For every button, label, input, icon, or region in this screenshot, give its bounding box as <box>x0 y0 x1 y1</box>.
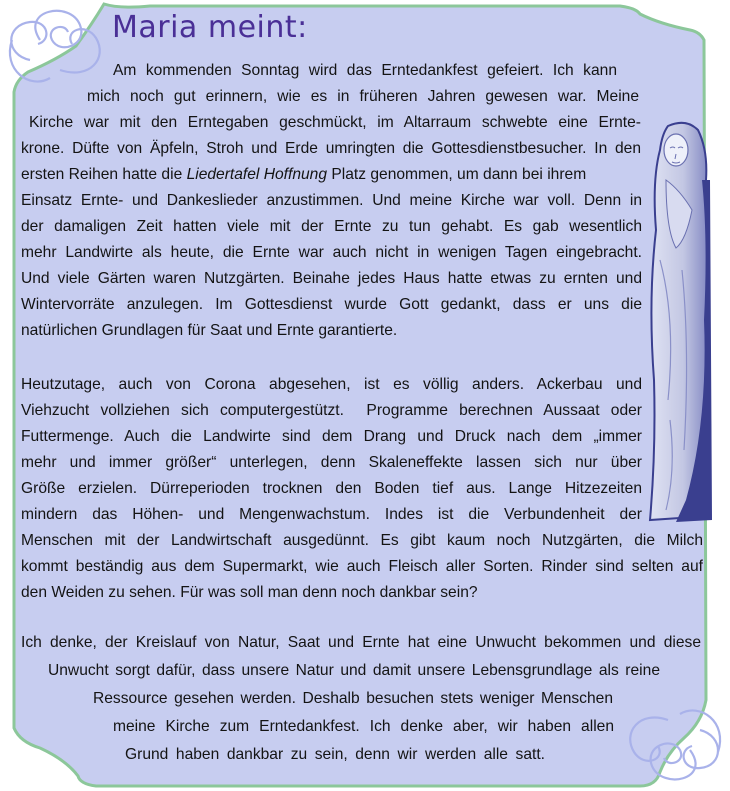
p2-line-2: Viehzucht vollziehen sich computergestützt. Programme berechnen Aussaat oder <box>21 402 642 419</box>
p2-line-8: kommt beständig aus dem Supermarkt, wie auch Fleisch aller Sorten. Rinder sind selten auf <box>21 558 703 575</box>
p1-line-10: Wintervorräte anzulegen. Im Gottesdienst wurde Gott gedankt, dass er uns die <box>21 296 642 313</box>
madonna-statue-image <box>646 120 712 526</box>
p1-line-5-start: ersten Reihen hatte die <box>21 166 187 183</box>
choir-name: Liedertafel Hoffnung <box>186 166 328 183</box>
p2-line-7: Menschen mit der Landwirtschaft ausgedünnt. Es gibt kaum noch Nutzgärten, die Milch <box>21 532 703 549</box>
p1-line-8: mehr Landwirte als heute, die Ernte war auch nicht in wenigen Tagen eingebracht. <box>21 244 642 261</box>
p3-line-2: Unwucht sorgt dafür, dass unsere Natur und damit unsere Lebensgrundlage als reine <box>48 662 660 679</box>
p1-line-6: Einsatz Ernte- und Dankeslieder anzustimmen. Und meine Kirche war voll. Denn in <box>21 192 642 209</box>
p2-line-3: Futtermenge. Auch die Landwirte sind dem Drang und Druck nach dem „immer <box>21 428 642 445</box>
p1-line-5-end: Platz genommen, um dann bei ihrem <box>327 166 587 183</box>
p3-line-5: Grund haben dankbar zu sein, denn wir werden alle satt. <box>125 746 545 763</box>
p3-line-1: Ich denke, der Kreislauf von Natur, Saat und Ernte hat eine Unwucht bekommen und diese <box>21 634 701 651</box>
p2-line-4: mehr und immer größer“ unterlegen, denn Skaleneffekte lassen sich nur über <box>21 454 642 471</box>
article-title: Maria meint: <box>112 10 308 45</box>
p2-line-1: Heutzutage, auch von Corona abgesehen, ist es völlig anders. Ackerbau und <box>21 376 642 393</box>
p1-line-5 <box>21 162 642 188</box>
p1-line-7: der damaligen Zeit hatten viele mit der Ernte zu tun gehabt. Es gab wesentlich <box>21 218 642 235</box>
p3-line-4: meine Kirche zum Erntedankfest. Ich denke aber, wir haben allen <box>113 718 614 735</box>
p1-line-3: Kirche war mit den Erntegaben geschmückt, im Altarraum schwebte eine Ernte- <box>29 114 641 131</box>
p3-line-3: Ressource gesehen werden. Deshalb besuchen stets weniger Menschen <box>93 690 613 707</box>
p1-line-4: krone. Düfte von Äpfeln, Stroh und Erde umringten die Gottesdienstbesucher. In den <box>21 140 641 157</box>
p1-line-2: mich noch gut erinnern, wie es in früheren Jahren gewesen war. Meine <box>87 88 639 105</box>
p1-line-9: Und viele Gärten waren Nutzgärten. Beinahe jedes Haus hatte etwas zu ernten und <box>21 270 642 287</box>
p2-line-6: mindern das Höhen- und Mengenwachstum. Indes ist die Verbundenheit der <box>21 506 642 523</box>
p2-line-9: den Weiden zu sehen. Für was soll man denn noch dankbar sein? <box>21 584 478 601</box>
p2-line-5: Größe erzielen. Dürreperioden trocknen den Boden tief aus. Lange Hitzezeiten <box>21 480 642 497</box>
p1-line-11: natürlichen Grundlagen für Saat und Ernte garantierte. <box>21 322 398 339</box>
p1-line-1: Am kommenden Sonntag wird das Erntedankfest gefeiert. Ich kann <box>113 62 617 79</box>
